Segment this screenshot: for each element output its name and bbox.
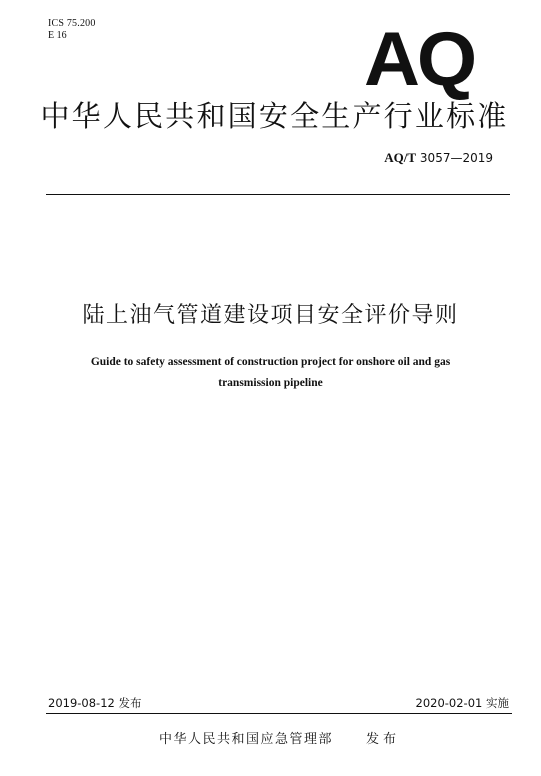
standard-number: [384, 150, 493, 166]
standard-category: 中华人民共和国安全生产行业标准: [40, 99, 509, 133]
issue-date: 2019-08-12 发布: [48, 696, 142, 710]
issuing-authority: 中华人民共和国应急管理部: [159, 732, 334, 747]
top-divider: [46, 194, 510, 195]
ccs-code: E 16: [48, 30, 67, 41]
standard-logo: AQ: [364, 17, 475, 102]
implementation-date: 2020-02-01 实施: [415, 696, 509, 710]
document-title-en-line-1: Guide to safety assessment of construction project for onshore oil and gas: [90, 356, 451, 368]
document-title-en-line-2: transmission pipeline: [218, 377, 323, 389]
document-title-cn: 陆上油气管道建设项目安全评价导则: [82, 303, 459, 328]
ics-code: ICS 75.200: [48, 18, 96, 29]
bottom-divider: [46, 713, 512, 714]
standard-number-code: AQ/T: [384, 150, 417, 165]
issuing-action: 发布: [366, 732, 401, 747]
standard-number-digits: 3057—2019: [419, 151, 493, 165]
document-title-en: [60, 352, 481, 394]
